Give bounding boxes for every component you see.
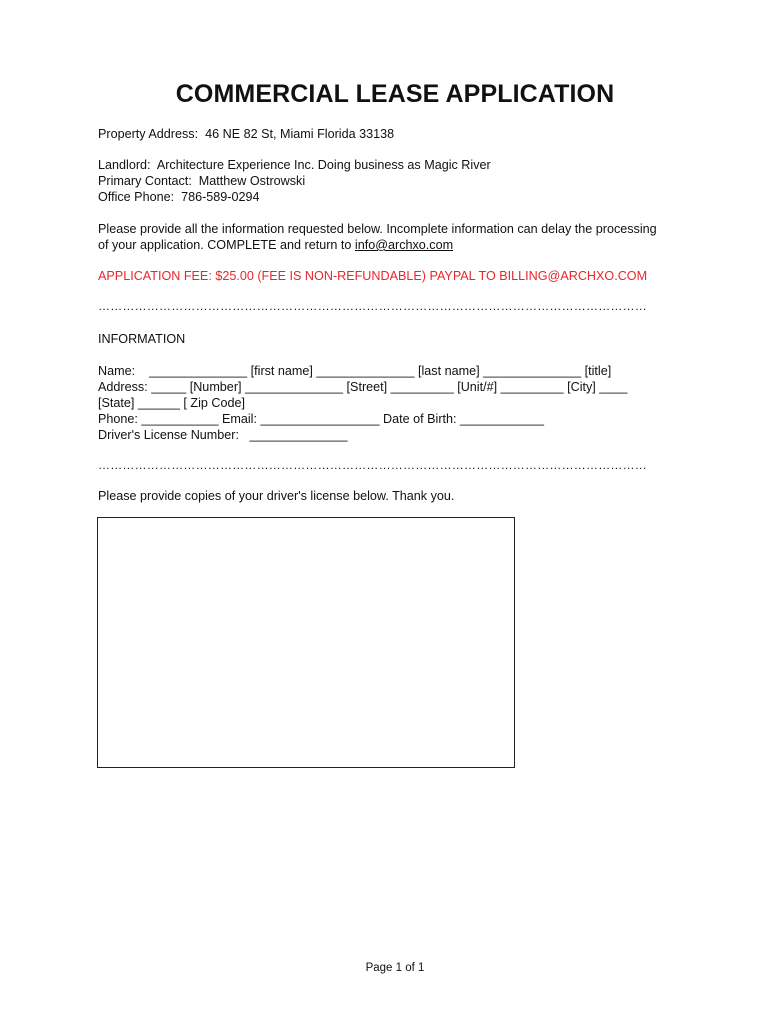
license-request-text: Please provide copies of your driver's license below. Thank you. bbox=[98, 489, 455, 503]
address-field-line[interactable]: Address: _____ [Number] ______________ [Street] _________ [Unit/#] _________ [City] ____ bbox=[98, 380, 628, 394]
contact-email-link[interactable]: info@archxo.com bbox=[354, 238, 454, 252]
document-title: COMMERCIAL LEASE APPLICATION bbox=[175, 80, 615, 108]
phone-email-dob-field-line[interactable]: Phone: ___________ Email: _________________ Date of Birth: ____________ bbox=[98, 412, 545, 426]
landlord-line: Landlord: Architecture Experience Inc. Doing business as Magic River bbox=[98, 158, 491, 172]
office-phone-line: Office Phone: 786-589-0294 bbox=[98, 190, 260, 204]
application-fee-notice: APPLICATION FEE: $25.00 (FEE IS NON-REFUNDABLE) PAYPAL TO BILLING@ARCHXO.COM bbox=[98, 269, 648, 283]
drivers-license-upload-box[interactable] bbox=[97, 517, 515, 768]
name-field-line[interactable]: Name: ______________ [first name] ______________ [last name] ______________ [title] bbox=[98, 364, 612, 378]
page-number: Page 1 of 1 bbox=[365, 962, 425, 974]
primary-contact-line: Primary Contact: Matthew Ostrowski bbox=[98, 174, 306, 188]
separator-bottom: ……………………………………………………………………………………………………………………… bbox=[98, 458, 647, 472]
property-address: Property Address: 46 NE 82 St, Miami Florida 33138 bbox=[98, 127, 395, 141]
state-zip-field-line[interactable]: [State] ______ [ Zip Code] bbox=[98, 396, 246, 410]
instructions-text: of your application. COMPLETE and return to bbox=[98, 238, 355, 252]
instructions-line-2 bbox=[98, 237, 453, 253]
section-heading: INFORMATION bbox=[98, 332, 186, 346]
separator-top: ……………………………………………………………………………………………………………………… bbox=[98, 299, 647, 313]
instructions-line-1: Please provide all the information requested below. Incomplete information can delay the processing bbox=[98, 222, 657, 236]
license-number-field-line[interactable]: Driver's License Number: ______________ bbox=[98, 428, 348, 442]
